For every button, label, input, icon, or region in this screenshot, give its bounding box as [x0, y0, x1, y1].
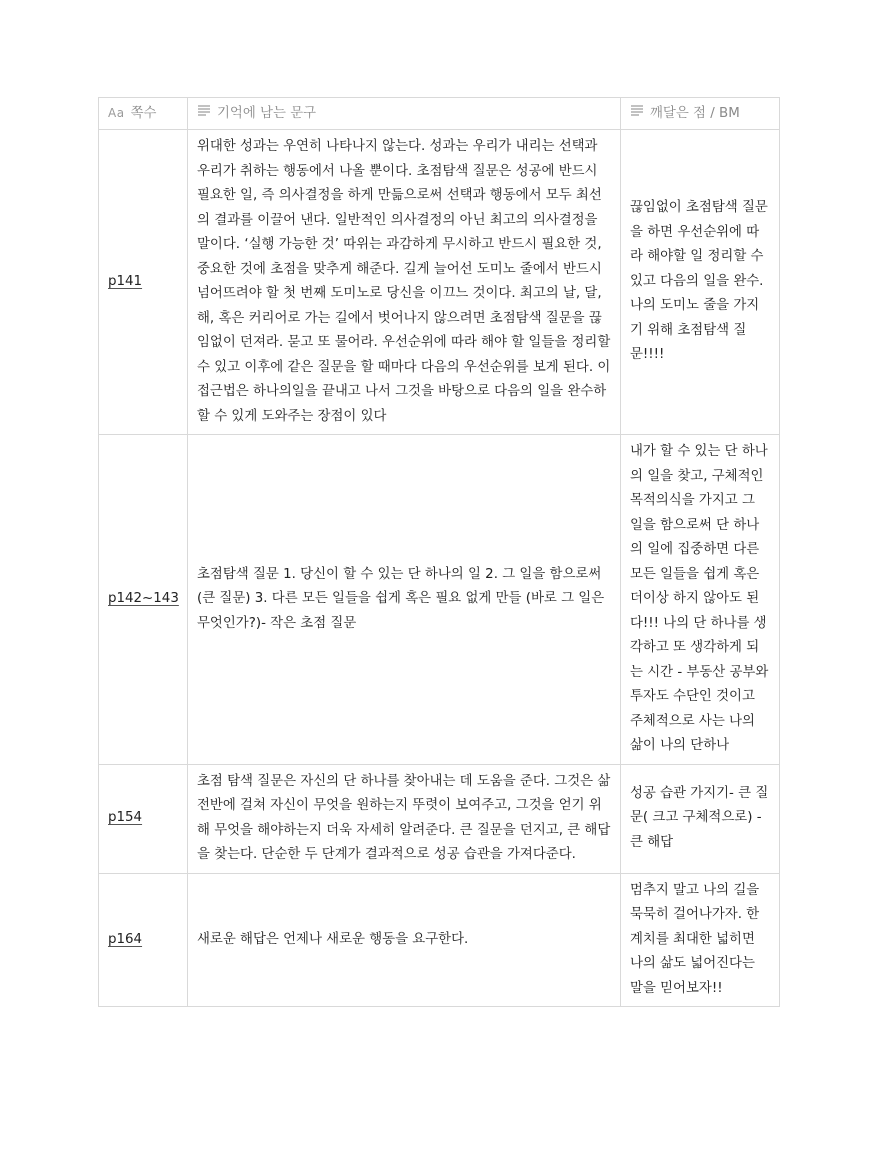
table-row: [99, 130, 780, 435]
header-page-label: 쪽수: [130, 106, 157, 121]
insight-cell[interactable]: 성공 습관 가지기- 큰 질문( 크고 구체적으로) - 큰 해답: [621, 764, 780, 873]
text-property-icon: Aa: [108, 106, 125, 120]
table-row: [99, 435, 780, 765]
quote-cell[interactable]: 위대한 성과는 우연히 나타나지 않는다. 성과는 우리가 내리는 선택과 우리가 취하는 행동에서 나올 뿐이다. 초점탐색 질문은 성공에 반드시 필요한 일, 즉 의사결정을 하게 만듦으로써 선택과 행동에서 모두 최선의 결과를 이끌어 낸다. 일반적인 의사결정의 아닌 최고의 의사결정을 말이다. ‘실행 가능한 것’ 따위는 과감하게 무시하고 반드시 필요한 것, 중요한 것에 초점을 맞추게 해준다. 길게 늘어선 도미노 줄에서 반드시 넘어뜨려야 할 첫 번째 도미노로 당신을 이끄느 것이다. 최고의 날, 달, 해, 혹은 커리어로 가는 길에서 벗어나지 않으려면 초점탐색 질문을 끊임없이 던져라. 묻고 또 물어라. 우선순위에 따라 해야 할 일들을 정리할 수 있고 이후에 같은 질문을 할 때마다 다음의 우선순위를 보게 된다. 이 접근법은 하나의일을 끝내고 나서 그것을 바탕으로 다음의 일을 완수하 할 수 있게 도와주는 장점이 있다: [188, 130, 621, 435]
page-cell: [99, 873, 188, 1007]
header-quote-label: 기억에 남는 문구: [217, 106, 317, 121]
page-link[interactable]: p141: [108, 273, 143, 289]
quote-cell[interactable]: 초점 탐색 질문은 자신의 단 하나를 찾아내는 데 도움을 준다. 그것은 삶 전반에 걸쳐 자신이 무엇을 원하는지 뚜렷이 보여주고, 그것을 얻기 위해 무엇을 해야하는지 더욱 자세히 알려준다. 큰 질문을 던지고, 큰 해답을 찾는다. 단순한 두 단계가 결과적으로 성공 습관을 가져다준다.: [188, 764, 621, 873]
page-cell: [99, 130, 188, 435]
header-page[interactable]: [99, 98, 188, 130]
text-lines-icon: [197, 102, 211, 124]
header-insight-label: 깨달은 점 / BM: [650, 106, 740, 121]
insight-cell[interactable]: 끊임없이 초점탐색 질문을 하면 우선순위에 따라 해야할 일 정리할 수 있고 다음의 일을 완수. 나의 도미노 줄을 가지기 위해 초점탐색 질문!!!!: [621, 130, 780, 435]
insight-cell[interactable]: 멈추지 말고 나의 길을 묵묵히 걸어나가자. 한계치를 최대한 넓히면 나의 삶도 넓어진다는 말을 믿어보자!!: [621, 873, 780, 1007]
header-quote[interactable]: [188, 98, 621, 130]
page-link[interactable]: p142~143: [108, 591, 179, 606]
page-link[interactable]: p164: [108, 931, 143, 947]
table-row: [99, 873, 780, 1007]
quote-cell[interactable]: 초점탐색 질문 1. 당신이 할 수 있는 단 하나의 일 2. 그 일을 함으로써 (큰 질문) 3. 다른 모든 일들을 쉽게 혹은 필요 없게 만들 (바로 그 일은 무엇인가?)- 작은 초점 질문: [188, 435, 621, 765]
insight-cell[interactable]: 내가 할 수 있는 단 하나의 일을 찾고, 구체적인 목적의식을 가지고 그 일을 함으로써 단 하나의 일에 집중하면 다른 모든 일들을 쉽게 혹은 더이상 하지 않아도 된다!!! 나의 단 하나를 생각하고 또 생각하게 되는 시간 - 부동산 공부와 투자도 수단인 것이고 주체적으로 사는 나의 삶이 나의 단하나: [621, 435, 780, 765]
page-cell: [99, 435, 188, 765]
table-row: [99, 764, 780, 873]
text-lines-icon: [630, 102, 644, 124]
reading-notes-table: [98, 97, 780, 1007]
quote-cell[interactable]: 새로운 해답은 언제나 새로운 행동을 요구한다.: [188, 873, 621, 1007]
header-row: [99, 98, 780, 130]
page-link[interactable]: p154: [108, 810, 143, 826]
header-insight[interactable]: [621, 98, 780, 130]
page-cell: [99, 764, 188, 873]
